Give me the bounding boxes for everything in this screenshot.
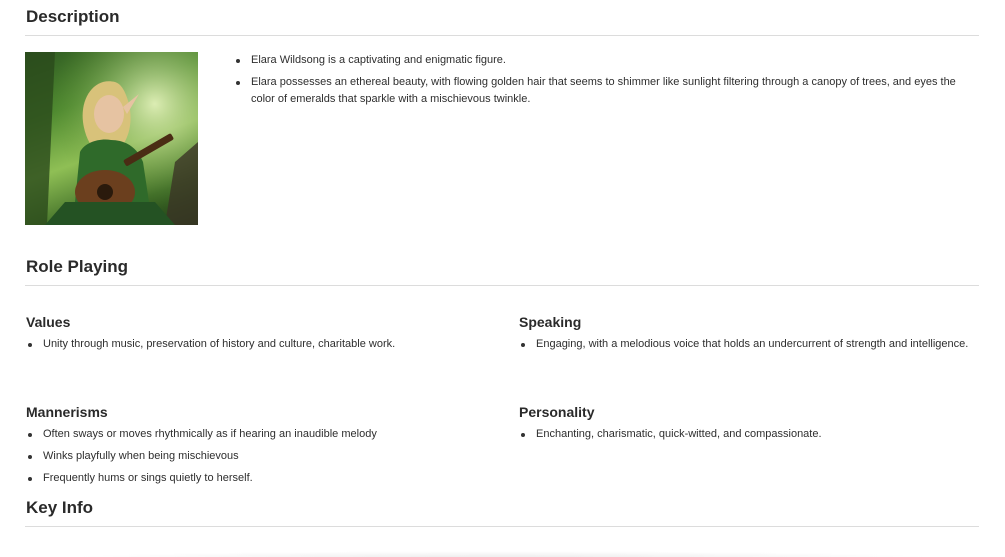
mannerisms-list [25, 426, 518, 487]
role-playing-left-column [25, 314, 518, 494]
description-list [233, 52, 979, 225]
list-item: Frequently hums or sings quietly to herself. [25, 470, 518, 487]
list-item: Elara possesses an ethereal beauty, with flowing golden hair that seems to shimmer like sunlight filtering through a canopy of trees, and eyes the color of emeralds that sparkle with a mischievous twinkle. [233, 74, 979, 108]
role-playing-right-column [518, 314, 978, 494]
list-item: Unity through music, preservation of history and culture, charitable work. [25, 336, 518, 353]
role-playing-heading: Role Playing [26, 257, 129, 276]
list-item: Enchanting, charismatic, quick-witted, and compassionate. [518, 426, 978, 443]
scroll-shadow [60, 551, 945, 557]
role-playing-divider [25, 285, 979, 286]
list-item: Elara Wildsong is a captivating and enigmatic figure. [233, 52, 979, 69]
description-divider [25, 35, 979, 36]
key-info-heading: Key Info [26, 498, 94, 517]
mannerisms-heading: Mannerisms [26, 404, 108, 420]
list-item: Winks playfully when being mischievous [25, 448, 518, 465]
speaking-list [518, 336, 978, 353]
description-body [25, 52, 979, 225]
personality-list [518, 426, 978, 443]
personality-heading: Personality [519, 404, 595, 420]
elf-bard-portrait-icon [25, 52, 198, 225]
personality-block [518, 404, 978, 494]
key-info-divider [25, 526, 979, 527]
role-playing-grid [25, 314, 979, 494]
character-portrait [25, 52, 198, 225]
mannerisms-block [25, 404, 518, 494]
values-block [25, 314, 518, 404]
speaking-block [518, 314, 978, 404]
speaking-heading: Speaking [519, 314, 582, 330]
values-heading: Values [26, 314, 71, 330]
values-list [25, 336, 518, 353]
list-item: Often sways or moves rhythmically as if hearing an inaudible melody [25, 426, 518, 443]
list-item: Engaging, with a melodious voice that holds an undercurrent of strength and intelligence. [518, 336, 978, 353]
description-heading: Description [26, 7, 120, 26]
